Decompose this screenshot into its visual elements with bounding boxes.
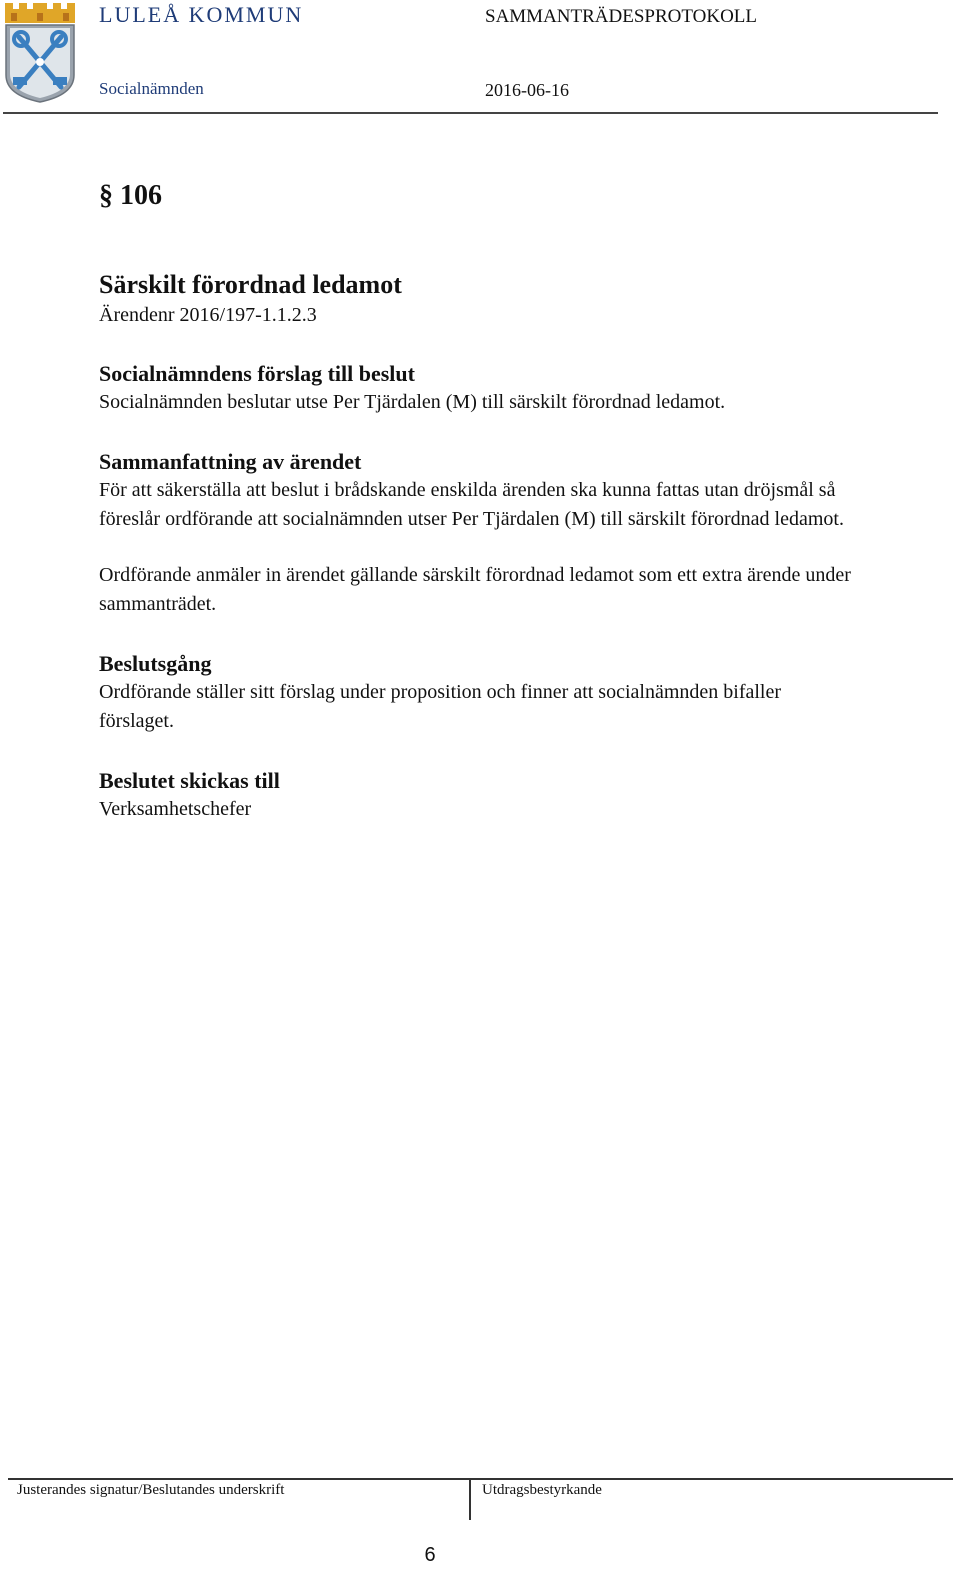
protocol-item	[99, 180, 859, 824]
footer-column-divider	[469, 1478, 471, 1520]
section-text-summary: För att säkerställa att beslut i brådskande enskilda ärenden ska kunna fattas utan dröjsmål så föreslår ordförande att socialnämnden utser Per Tjärdalen (M) till särskilt förordnad ledamot.	[99, 479, 844, 530]
document-type: SAMMANTRÄDESPROTOKOLL	[485, 6, 758, 27]
header-divider	[3, 112, 938, 114]
section-text-decision-process: Ordförande ställer sitt förslag under proposition och finner att socialnämnden bifaller förslaget.	[99, 681, 782, 732]
item-title: Särskilt förordnad ledamot	[99, 270, 402, 299]
signature-label: Justerandes signatur/Beslutandes underskrift	[17, 1482, 285, 1498]
committee-name: Socialnämnden	[99, 79, 204, 98]
organization-name: LULEÅ KOMMUN	[99, 2, 304, 27]
meeting-date: 2016-06-16	[485, 80, 569, 100]
section-text-summary-extra: Ordförande anmäler in ärendet gällande särskilt förordnad ledamot som ett extra ärende under sammanträdet.	[99, 564, 851, 615]
section-heading-proposal: Socialnämndens förslag till beslut	[99, 361, 415, 386]
lulea-coat-of-arms-icon	[3, 3, 77, 103]
section-text-recipients: Verksamhetschefer	[99, 798, 252, 820]
section-heading-summary: Sammanfattning av ärendet	[99, 449, 362, 474]
case-number: Ärendenr 2016/197-1.1.2.3	[99, 304, 317, 326]
section-text-proposal: Socialnämnden beslutar utse Per Tjärdalen (M) till särskilt förordnad ledamot.	[99, 391, 726, 413]
certification-label: Utdragsbestyrkande	[482, 1482, 602, 1498]
paragraph-number: § 106	[99, 180, 162, 211]
page-number: 6	[424, 1544, 436, 1566]
section-heading-decision-process: Beslutsgång	[99, 651, 212, 676]
section-heading-recipients: Beslutet skickas till	[99, 768, 280, 793]
footer-divider	[8, 1478, 953, 1480]
